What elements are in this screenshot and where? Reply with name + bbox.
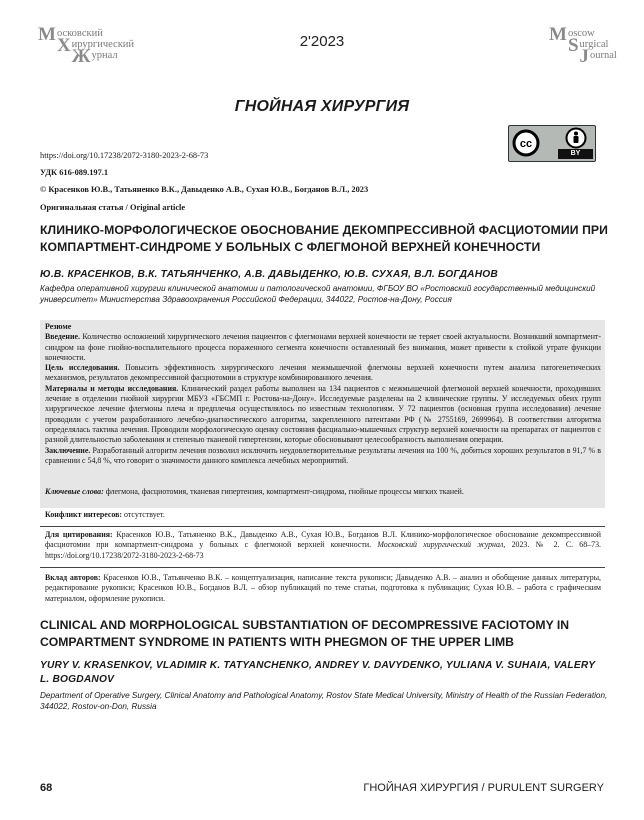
logo-en-initial-1: M bbox=[549, 24, 567, 45]
contribution-label: Вклад авторов: bbox=[45, 573, 101, 582]
intro-text: Количество осложнений хирургического лечения пациентов с флегмонами верхней конечности не теряет своей актуальности. Возникший компартмент-синдром на фоне гнойно-воспалительного процесса пораженного сегмента конечности оставленный без внимания, может привести к стойкой утрате функции конечности. bbox=[45, 332, 601, 362]
citation-tail: , 2023. № 2. С. 68–73. https://doi.org/10.17238/2072-3180-2023-2-68-73 bbox=[45, 540, 602, 560]
logo-en-text-3: ournal bbox=[590, 50, 617, 61]
footer-section: ГНОЙНАЯ ХИРУРГИЯ / PURULENT SURGERY bbox=[363, 782, 604, 794]
svg-text:cc: cc bbox=[519, 138, 533, 150]
logo-en-text-1: oscow bbox=[567, 28, 595, 39]
methods-text: Клинический раздел работы выполнен на 134 пациентов с межмышечной флегмоной верхней конечности, проходивших лечение в отделении гнойной хирургии МБУЗ «ГБСМП г. Ростова-на-Дону». Исследуемые разделены на 2 клинические группы. У исследуемых обеих групп хирургическое лечение флегмоны плеча и предплечья осуществлялось по известным технологиям. У 72 пациентов (основная группа исследования) лечение проводили с учетом разработанного лечебно-диагностического алгоритма, закрепленного патентами РФ (№ 2755169, 2699964). В соответствии алгоритма определялась тактика лечения. Проводили морфологическую оценку состояния фасциально-мышечных структур верхней конечности на препаратах от пациентов с разной длительностью заболевания и степенью тканевой гипертензии, которые обосновывают целесообразность выполнения операции. bbox=[45, 383, 601, 445]
affiliation-ru: Кафедра оперативной хирургии клинической анатомии и патологической анатомии, ФГБОУ ВО «Ростовский государственный медицинский университет» Министерства Здравоохранения Российской Федерации, 344022, Ростов-на-Дону, Россия bbox=[40, 284, 596, 304]
affiliation-en: Department of Operative Surgery, Clinical Anatomy and Pathological Anatomy, Rostov State Medical University, Ministry of Health of the Russian Federation, 344022, Rostov-on-Don, Russia bbox=[40, 691, 608, 711]
logo-en-initial-3: J bbox=[579, 46, 590, 67]
article-type: Оригинальная статья / Original article bbox=[40, 203, 186, 212]
cc-by-license-badge[interactable] bbox=[508, 125, 596, 162]
divider bbox=[40, 567, 605, 568]
authors-ru: Ю.В. КРАСЕНКОВ, В.К. ТАТЬЯНЧЕНКО, А.В. ДАВЫДЕНКО, Ю.В. СУХАЯ, В.Л. БОГДАНОВ bbox=[40, 269, 498, 280]
udk-code: УДК 616-089.197.1 bbox=[40, 168, 109, 177]
license-by-label: BY bbox=[558, 149, 593, 159]
divider bbox=[40, 526, 605, 527]
aim-label: Цель исследования. bbox=[45, 363, 120, 373]
conclusion-text: Разработанный алгоритм лечения позволил исключить неудовлетворительные результаты лечения на 100 %, добиться хороших результатов в 91,7 % в сравнении с 54,8 %, что говорит о значимости данного комплекса лечебных мероприятий. bbox=[45, 445, 601, 465]
conflict-label: Конфликт интересов: bbox=[45, 510, 123, 519]
keywords bbox=[45, 487, 601, 497]
abstract-text bbox=[45, 322, 601, 466]
logo-en-text-2: urgical bbox=[579, 39, 609, 50]
intro-label: Введение. bbox=[45, 332, 80, 342]
keywords-label: Ключевые слова: bbox=[45, 487, 104, 496]
citation-label: Для цитирования: bbox=[45, 530, 113, 539]
logo-en-initial-2: S bbox=[567, 35, 579, 56]
author-contribution bbox=[45, 573, 601, 604]
conflict-of-interest bbox=[45, 510, 165, 519]
citation bbox=[45, 530, 601, 561]
keywords-text: флегмона, фасциотомия, тканевая гипертензия, компартмент-синдрома, гнойные процессы мягких тканей. bbox=[103, 487, 464, 496]
article-title-ru: КЛИНИКО-МОРФОЛОГИЧЕСКОЕ ОБОСНОВАНИЕ ДЕКОМПРЕССИВНОЙ ФАСЦИОТОМИИ ПРИ КОМПАРТМЕНТ-СИНДРОМЕ У БОЛЬНЫХ С ФЛЕГМОНОЙ ВЕРХНЕЙ КОНЕЧНОСТИ bbox=[40, 223, 609, 254]
citation-journal: Московский хирургический журнал bbox=[377, 540, 504, 550]
conclusion-label: Заключение. bbox=[45, 445, 91, 455]
journal-logo-en bbox=[549, 24, 619, 67]
issue-number: 2'2023 bbox=[299, 33, 345, 50]
logo-ru-initial-1: М bbox=[38, 24, 56, 45]
logo-ru-initial-3: Ж bbox=[71, 46, 91, 67]
logo-ru-text-3: урнал bbox=[91, 50, 118, 61]
logo-ru-initial-2: Х bbox=[56, 35, 71, 56]
doi-link[interactable]: https://doi.org/10.17238/2072-3180-2023-2-68-73 bbox=[40, 151, 209, 160]
citation-text: Красенков Ю.В., Татьяненко В.К., Давыденко А.В., Сухая Ю.В., Богданов В.Л. Клинико-морфологическое обоснование декомпрессивной фасциотомии при компартмент-синдрома у больных с флегмоной верхней конечности. bbox=[45, 530, 601, 550]
contribution-text: Красенков Ю.В., Татьянченко В.К. – концептуализация, написание текста рукописи; Давыденко А.В. – анализ и обобщение данных литературы, редактирование рукописи; Красенков Ю.В., Богданов В.Л. – обзор публикаций по теме статьи, подготовка к публикации; Сухая Ю.В. – работа с графическим материалом, оформление рукописи. bbox=[45, 573, 601, 603]
authors-en: YURY V. KRASENKOV, VLADIMIR K. TATYANCHENKO, ANDREY V. DAVYDENKO, YULIANA V. SUHAIA, VALERY L. BOGDANOV bbox=[40, 660, 596, 685]
logo-ru-text-2: ирургический bbox=[71, 39, 135, 50]
page-number: 68 bbox=[40, 782, 53, 794]
section-title: ГНОЙНАЯ ХИРУРГИЯ bbox=[234, 98, 410, 115]
person-icon bbox=[562, 127, 592, 149]
article-title-en: CLINICAL AND MORPHOLOGICAL SUBSTANTIATION OF DECOMPRESSIVE FACIOTOMY IN COMPARTMENT SYNDROME IN PATIENTS WITH PHEGMON OF THE UPPER LIMB bbox=[40, 618, 570, 649]
aim-text: Повысить эффективность хирургического лечения межмышечной флегмоны верхней конечности путем анализа патогенетических механизмов, результатов декомпрессивной фасциотомии в структуре комбинированного лечения. bbox=[45, 363, 601, 383]
copyright-line: © Красенков Ю.В., Татьяненко В.К., Давыденко А.В., Сухая Ю.В., Богданов В.Л., 2023 bbox=[40, 185, 369, 194]
logo-ru-text-1: осковский bbox=[56, 28, 103, 39]
methods-label: Материалы и методы исследования. bbox=[45, 383, 179, 393]
conflict-text: отсутствует. bbox=[122, 510, 165, 519]
abstract-heading: Резюме bbox=[45, 322, 72, 331]
